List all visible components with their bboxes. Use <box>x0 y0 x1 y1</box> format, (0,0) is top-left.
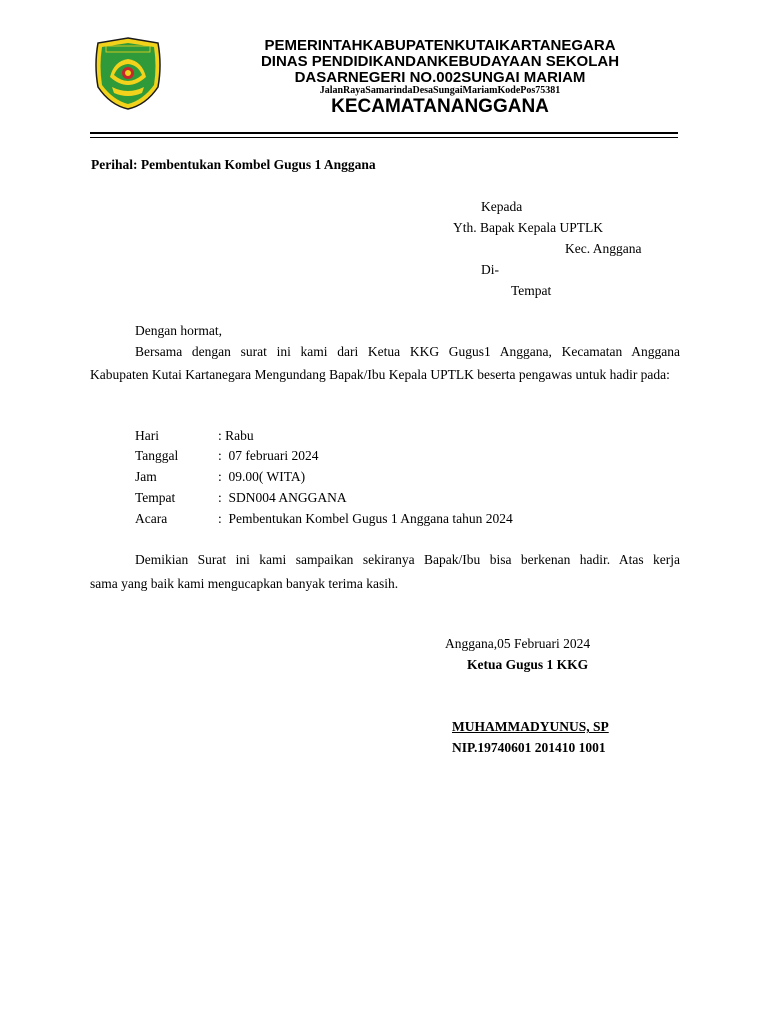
detail-label-event: Acara <box>135 511 168 526</box>
letterhead-rule-thick <box>90 132 678 134</box>
signature-title: Ketua Gugus 1 KKG <box>467 657 589 672</box>
detail-label-place: Tempat <box>135 490 176 505</box>
signature-place-date: Anggana,05 Februari 2024 <box>445 636 591 651</box>
closing-paragraph: sama yang baik kami mengucapkan banyak terima kasih. <box>90 576 399 591</box>
signatory-name: MUHAMMADYUNUS, SP <box>452 719 609 734</box>
detail-label-day: Hari <box>135 428 159 443</box>
detail-value-time: : 09.00( WITA) <box>218 469 306 484</box>
recipient-district: Kec. Anggana <box>565 241 642 256</box>
letter-subject: Perihal: Pembentukan Kombel Gugus 1 Anggana <box>91 157 376 172</box>
closing-first-line: Demikian Surat ini kami sampaikan sekiranya Bapak/Ibu bisa berkenan hadir. Atas kerja <box>135 552 680 567</box>
detail-label-date: Tanggal <box>135 448 179 463</box>
signatory-nip: NIP.19740601 201410 1001 <box>452 740 606 755</box>
recipient-kepada: Kepada <box>481 199 523 214</box>
intro-first-line: Bersama dengan surat ini kami dari Ketua KKG Gugus1 Anggana, Kecamatan Anggana <box>135 344 680 359</box>
detail-label-time: Jam <box>135 469 157 484</box>
letterhead-line-4: KECAMATANANGGANA <box>331 96 549 117</box>
regency-logo <box>90 35 166 111</box>
intro-paragraph: Kabupaten Kutai Kartanegara Mengundang Bapak/Ibu Kepala UPTLK beserta pengawas untuk hadir pada: <box>90 367 670 382</box>
recipient-name: Yth. Bapak Kepala UPTLK <box>453 220 603 235</box>
letterhead-line-2: DINAS PENDIDIKANDANKEBUDAYAAN SEKOLAH <box>260 53 620 70</box>
detail-value-date: : 07 februari 2024 <box>218 448 319 463</box>
detail-value-day: : Rabu <box>218 428 254 443</box>
letterhead-line-3: DASARNEGERI NO.002SUNGAI MARIAM <box>294 69 586 86</box>
detail-value-event: : Pembentukan Kombel Gugus 1 Anggana tahun 2024 <box>218 511 513 526</box>
recipient-place: Tempat <box>511 283 552 298</box>
letterhead-address: JalanRayaSamarindaDesaSungaiMariamKodePos75381 <box>319 85 561 96</box>
letterhead-rule-thin <box>90 137 678 138</box>
recipient-di: Di- <box>481 262 499 277</box>
letterhead-line-1: PEMERINTAHKABUPATENKUTAIKARTANEGARA <box>264 37 616 54</box>
detail-value-place: : SDN004 ANGGANA <box>218 490 347 505</box>
greeting: Dengan hormat, <box>135 323 222 338</box>
